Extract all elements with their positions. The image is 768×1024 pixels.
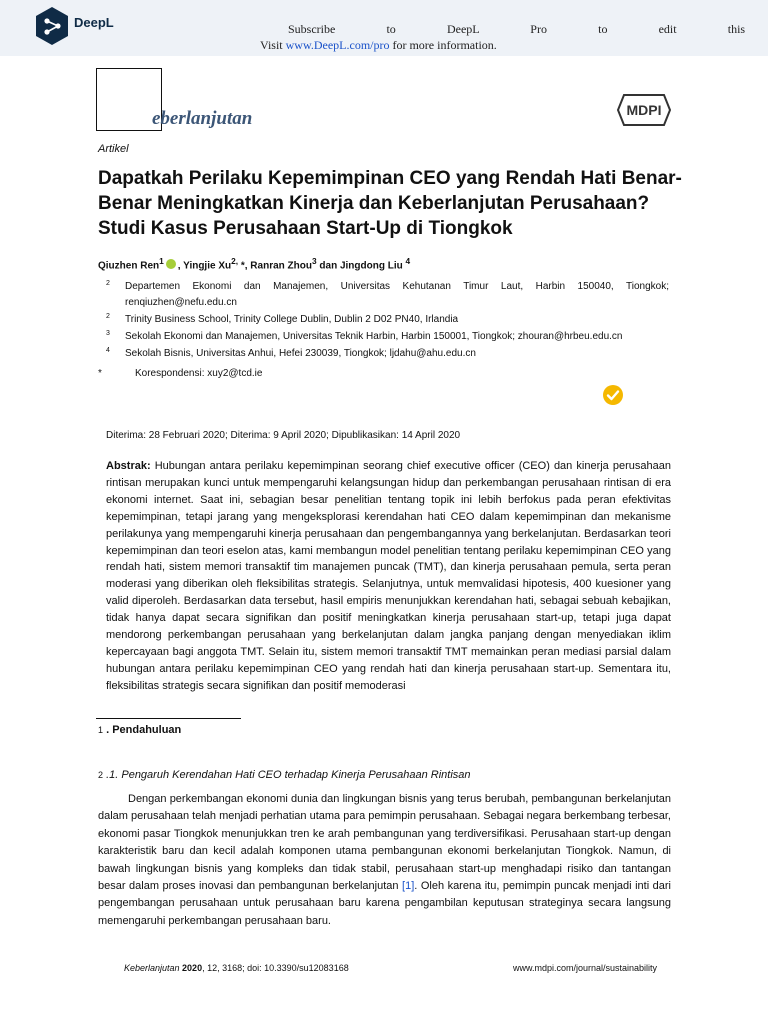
citation-link[interactable]: [1]: [402, 880, 415, 893]
section-heading: 1 . Pendahuluan: [98, 724, 182, 736]
abstract: [106, 458, 671, 706]
deepl-pro-link[interactable]: www.DeepL.com/pro: [285, 38, 390, 52]
journal-name: eberlanjutan: [152, 108, 253, 129]
body-paragraph: Dengan perkembangan ekonomi dunia dan lingkungan bisnis yang terus berubah, pembangunan berkelanjutan dalam perusahaan telah menjadi perhatian utama para pemimpin perusahaan. Sebagai negara berkembang terbesar, ekonomi pasar Tiongkok menunjukkan tren ke arah pembangunan yang terdiversifikasi. Perusahaan start-up dengan karakteristik baru dan kecil adalah komponen utama pembangunan ekonomi berkelanjutan Tiongkok. Namun, di bawah lingkungan bisnis yang kompleks dan tidak stabil, perusahaan start-up menghadapi risiko dan tantangan besar dalam proses inovasi dan pembangunan berkelanjutan [1]. Oleh karena itu, pemimpin puncak menjadi inti dari pengembangan perusahaan untuk perusahaan baru karena pengambilan keputusan strateginya secara langsung memengaruhi perkembangan perusahaan baru.: [98, 793, 671, 927]
subscribe-text: Subscribe to DeepL Pro to edit this: [288, 22, 746, 36]
divider: [96, 718, 241, 719]
svg-text:MDPI: MDPI: [626, 102, 662, 118]
check-for-updates-icon[interactable]: [602, 384, 624, 406]
abstract-label: Abstrak:: [106, 460, 151, 472]
subsection-heading: 2 .1. Pengaruh Kerendahan Hati CEO terhadap Kinerja Perusahaan Rintisan: [98, 769, 471, 781]
orcid-icon[interactable]: [166, 259, 176, 269]
deepl-brand-name: DeepL: [74, 15, 114, 30]
article-type: Artikel: [98, 143, 129, 155]
publication-dates: Diterima: 28 Februari 2020; Diterima: 9 April 2020; Dipublikasikan: 14 April 2020: [106, 430, 461, 441]
footer-citation: Keberlanjutan 2020, 12, 3168; doi: 10.3390/su12083168: [124, 963, 349, 973]
footer-url[interactable]: www.mdpi.com/journal/sustainability: [513, 963, 658, 973]
deepl-logo-icon[interactable]: [34, 6, 70, 46]
deepl-banner: [0, 0, 768, 56]
author-list: Qiuzhen Ren$^1$ , Yingjie $Xu^{2,}$ *, Ranran Zhou$^3$ dan Jingdong Liu $^4$: [98, 256, 411, 272]
mdpi-logo: [616, 93, 672, 127]
visit-text: Visit www.DeepL.com/pro for more information.: [260, 38, 497, 52]
paper-title: Dapatkah Perilaku Kepemimpinan CEO yang Rendah Hati Benar-Benar Meningkatkan Kinerja dan Keberlanjutan Perusahaan? Studi Kasus Perusahaan Start-Up di Tiongkok: [98, 168, 682, 239]
abstract-text: Hubungan antara perilaku kepemimpinan seorang chief executive officer (CEO) dan kinerja perusahaan rintisan merupakan kunci untuk mempengaruhi kelangsungan hidup dan perkembangan perusahaan rintisan di era ekonomi internet. Saat ini, sebagian besar penelitian tentang topik ini lebih berfokus pada peran efektivitas kepemimpinan, tetapi jarang yang mengeksplorasi kerendahan hati CEO dalam kepemimpinan dan mekanisme perilakunya yang mempengaruhi kinerja perusahaan dan pengembangannya yang berkelanjutan. Berdasarkan teori kepemimpinan dan teori eselon atas, kami membangun model penelitian tentang perilaku kepemimpinan CEO yang rendah hati, sistem memori transaktif tim manajemen puncak (TMT), dan kinerja perusahaan pemula, serta peran moderasi yang diberikan oleh fleksibilitas strategis. Selanjutnya, untuk memvalidasi hipotesis, 400 kuesioner yang valid diperoleh. Berdasarkan data tersebut, hasil empiris menunjukkan kerendahan hati, sebagai sebuah kebajikan, tidak hanya dapat secara signifikan dan positif meningkatkan kinerja perusahaan start-up, tetapi juga dapat mendorong perkembangan perusahaan yang berkelanjutan dalam jangka panjang dengan menyediakan iklim kepercayaan bagi anggota TMT. Selain itu, sistem memori transaktif TMT memainkan peran mediasi parsial dalam hubungan antara perilaku kepemimpinan CEO yang rendah hati dan kinerja perusahaan start-up. Sementara itu, fleksibilitas strategis secara signifikan dan positif memoderasi: [106, 460, 671, 692]
